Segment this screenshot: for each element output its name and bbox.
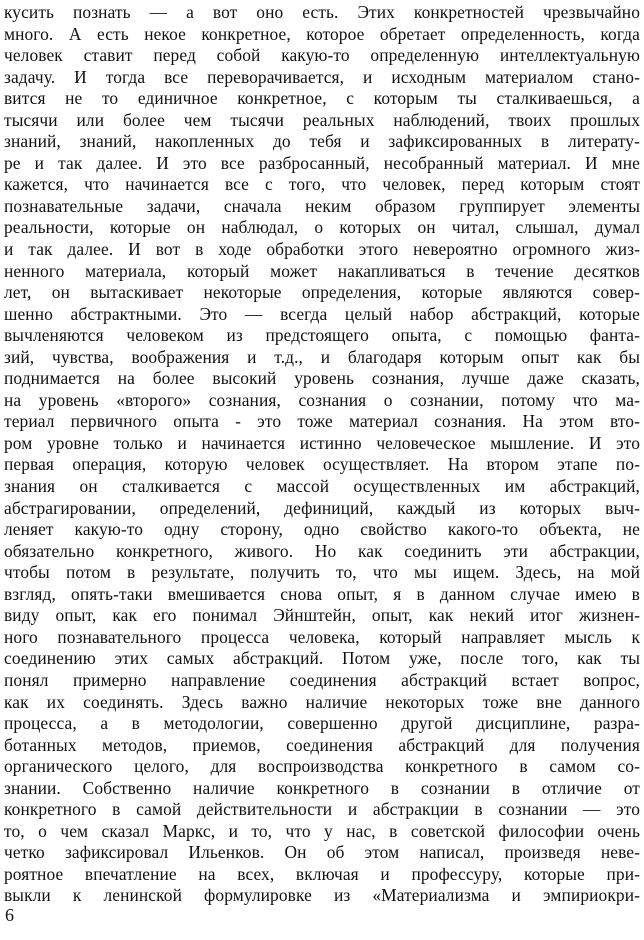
text-line: ре и так далее. И это все разбросанный, несобранный материал. И мне xyxy=(4,152,640,173)
text-line: как их соединять. Здесь важно наличие некоторых тоже вне данного xyxy=(4,691,640,712)
text-line: процесса, а в методологии, совершенно другой дисциплине, разра- xyxy=(4,713,640,734)
text-line: на уровень «второго» сознания, сознания о сознании, потому что ма- xyxy=(4,389,640,410)
text-line: и так далее. И вот в ходе обработки этого невероятно огромного жиз- xyxy=(4,239,640,260)
text-line: человек ставит перед собой какую-то определенную интеллектуальную xyxy=(4,45,640,66)
text-line: понял примерно направление соединения абстракций встает вопрос, xyxy=(4,669,640,690)
text-line: выкли к ленинской формулировке из «Материализма и эмпириокри- xyxy=(4,885,640,906)
text-line: соединению этих самых абстракций. Потом уже, после того, как ты xyxy=(4,648,640,669)
text-line: много. А есть некое конкретное, которое обретает определенность, когда xyxy=(4,23,640,44)
text-line: кажется, что начинается все с того, что человек, перед которым стоят xyxy=(4,174,640,195)
text-line: кусить познать — а вот оно есть. Этих конкретностей чрезвычайно xyxy=(4,2,640,22)
text-line: ботанных методов, приемов, соединения абстракций для получения xyxy=(4,734,640,755)
text-line: териал первичного опыта - это тоже материал сознания. На этом вто- xyxy=(4,411,640,432)
text-line: вычленяются человеком из предстоящего опыта, с помощью фанта- xyxy=(4,325,640,346)
text-line: чтобы потом в результате, получить то, что мы ищем. Здесь, на мой xyxy=(4,562,640,583)
text-line: знании. Собственно наличие конкретного в сознании в отличие от xyxy=(4,777,640,798)
text-line: тысячи или более чем тысячи реальных наблюдений, твоих прошлых xyxy=(4,109,640,130)
text-line: четко зафиксировал Ильенков. Он об этом написал, произведя неве- xyxy=(4,842,640,863)
text-line: поднимается на более высокий уровень сознания, лучше даже сказать, xyxy=(4,368,640,389)
text-line: леняет какую-то одну сторону, одно свойство какого-то объекта, не xyxy=(4,519,640,540)
body-text xyxy=(4,2,640,907)
text-line: реальности, которые он наблюдал, о которых он читал, слышал, думал xyxy=(4,217,640,238)
text-line: вится не то единичное конкретное, с которым ты сталкиваешься, а xyxy=(4,88,640,109)
text-line: обязательно конкретного, живого. Но как соединить эти абстракции, xyxy=(4,540,640,561)
text-line: познавательные задачи, сначала неким образом группирует элементы xyxy=(4,195,640,216)
text-line: органического целого, для воспроизводства конкретного в самом со- xyxy=(4,756,640,777)
text-line: зий, чувства, воображения и т.д., и благодаря которым опыт как бы xyxy=(4,346,640,367)
text-line: абстрагировании, определений, дефиниций, каждый из которых выч- xyxy=(4,497,640,518)
text-line: конкретного в самой действительности и абстракции в сознании — это xyxy=(4,799,640,820)
text-line: ненного материала, который может накапливаться в течение десятков xyxy=(4,260,640,281)
text-line: ром уровне только и начинается истинно человеческое мышление. И это xyxy=(4,432,640,453)
text-line: виду опыт, как его понимал Эйнштейн, опыт, как некий итог жизнен- xyxy=(4,605,640,626)
text-line: лет, он вытаскивает некоторые определения, которые являются совер- xyxy=(4,282,640,303)
text-line: задачу. И тогда все переворачивается, и исходным материалом стано- xyxy=(4,66,640,87)
text-line: то, о чем сказал Маркс, и то, что у нас, в советской философии очень xyxy=(4,820,640,841)
text-line: роятное впечатление на всех, включая и профессуру, которые при- xyxy=(4,863,640,884)
text-line: первая операция, которую человек осуществляет. На втором этапе по- xyxy=(4,454,640,475)
text-line: знания он сталкивается с массой осуществленных им абстракций, xyxy=(4,476,640,497)
text-line: ного познавательного процесса человека, который направляет мысль к xyxy=(4,626,640,647)
text-line: знаний, знаний, накопленных до тебя и зафиксированных в литерату- xyxy=(4,131,640,152)
page-number: 6 xyxy=(5,905,14,925)
text-line: взгляд, опять-таки вмешивается снова опыт, я в данном случае имею в xyxy=(4,583,640,604)
text-line: шенно абстрактными. Это — всегда целый набор абстракций, которые xyxy=(4,303,640,324)
